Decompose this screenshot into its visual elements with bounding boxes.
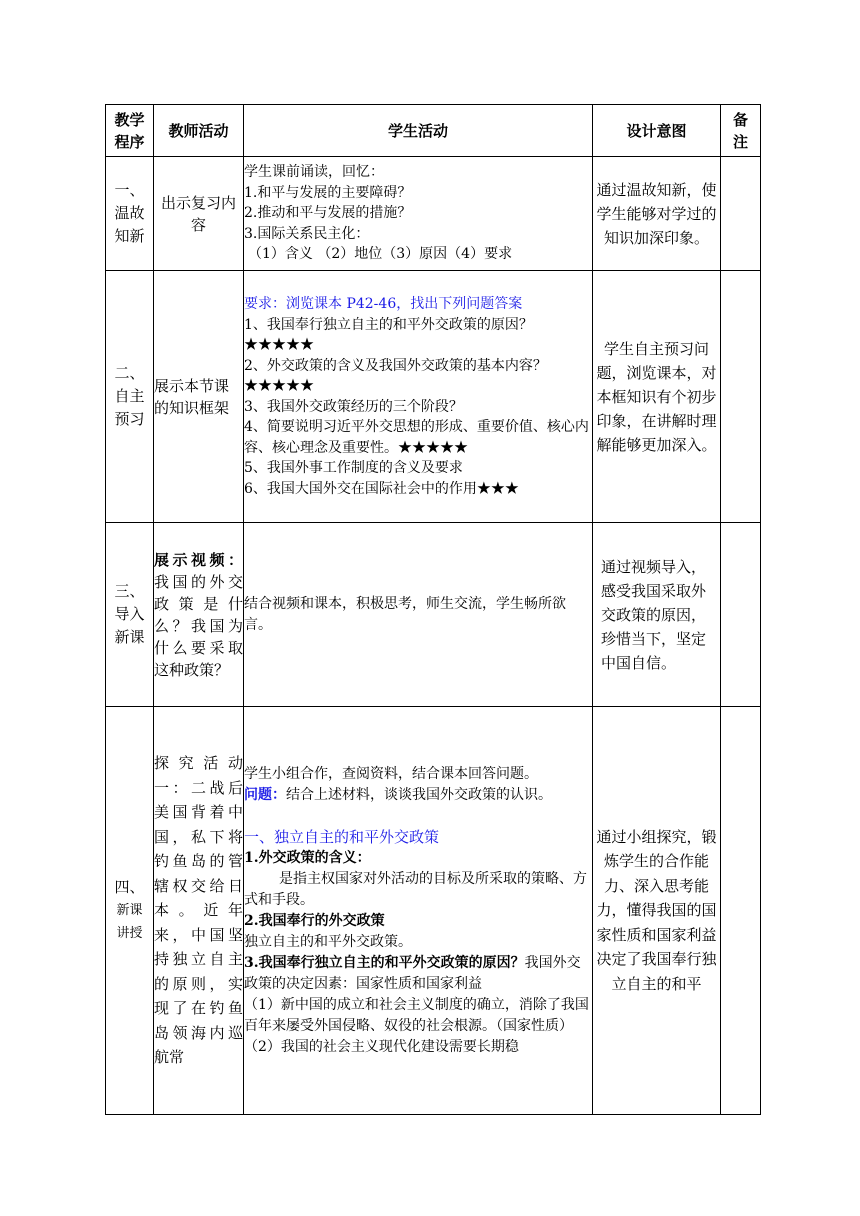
design-intent-cell: 通过小组探究，锻炼学生的合作能力、深入思考能力，懂得我国的国家性质和国家利益决定了我国奉行独立自主的和平: [593, 707, 721, 1115]
design-intent-cell: 通过视频导入，感受我国采取外交政策的原因，珍惜当下，坚定中国自信。: [593, 523, 721, 707]
header-stage: 教学程序: [106, 105, 154, 157]
table-row: [106, 271, 761, 523]
header-row: [106, 105, 761, 157]
notes-cell: [721, 523, 761, 707]
table-row: [106, 157, 761, 271]
notes-cell: [721, 271, 761, 523]
stage-cell: 三、 导入 新课: [106, 523, 154, 707]
stage-cell: 一、 温故 知新: [106, 157, 154, 271]
header-teacher-activity: 教师活动: [154, 105, 244, 157]
design-intent-cell: 学生自主预习问题，浏览课本，对本框知识有个初步印象，在讲解时理解能够更加深入。: [593, 271, 721, 523]
table-row: [106, 523, 761, 707]
section-title: 一、独立自主的和平外交政策: [244, 827, 440, 846]
student-activity-cell: 结合视频和课本，积极思考，师生交流，学生畅所欲言。: [244, 523, 593, 707]
lesson-plan-table: [105, 104, 761, 1115]
stage-cell: 四、 新课 讲授: [106, 707, 154, 1115]
header-student-activity: 学生活动: [244, 105, 593, 157]
header-design-intent: 设计意图: [593, 105, 721, 157]
notes-cell: [721, 707, 761, 1115]
teacher-activity-cell: 展示视频：我国的外交政策是什么？我国为什么要采取这种政策？: [154, 523, 244, 707]
header-notes: 备注: [721, 105, 761, 157]
design-intent-cell: 通过温故知新，使学生能够对学过的知识加深印象。: [593, 157, 721, 271]
table-row: [106, 707, 761, 1115]
notes-cell: [721, 157, 761, 271]
teacher-activity-cell: 出示复习内容: [154, 157, 244, 271]
student-activity-cell: 学生小组合作，查阅资料，结合课本回答问题。 问题：结合上述材料，谈谈我国外交政策的认识。 一、独立自主的和平外交政策 1.外交政策的含义： 是指主权国家对外活动的目标及所采取的策略、方式和手段。 2.我国奉行的外交政策 独立自主的和平外交政策。 3.我国奉行独立自主的和平外交政策的原因？我国外交政策的决定因素：国家性质和国家利益 （1）新中国的成立和社会主义制度的确立，消除了我国百年来屡受外国侵略、奴役的社会根源。（国家性质） （2）我国的社会主义现代化建设需要长期稳: [244, 707, 593, 1115]
student-activity-cell: 学生课前诵读，回忆： 1.和平与发展的主要障碍？ 2.推动和平与发展的措施？ 3.国际关系民主化： （1）含义 （2）地位（3）原因（4）要求: [244, 157, 593, 271]
student-activity-cell: 要求：浏览课本 P42-46，找出下列问题答案 1、我国奉行独立自主的和平外交政策的原因？★★★★★ 2、外交政策的含义及我国外交政策的基本内容？★★★★★ 3、我国外交政策经历的三个阶段？ 4、简要说明习近平外交思想的形成、重要价值、核心内容、核心理念及重要性。★★★★★ 5、我国外事工作制度的含义及要求 6、我国大国外交在国际社会中的作用★★★: [244, 271, 593, 523]
preview-requirement: 要求：浏览课本 P42-46，找出下列问题答案: [244, 296, 523, 312]
teacher-activity-cell: 展示本节课的知识框架: [154, 271, 244, 523]
stage-cell: 二、 自主 预习: [106, 271, 154, 523]
teacher-activity-cell: 探究活动一：二战后美国背着中国，私下将钓鱼岛的管辖权交给日本。近年来，中国坚持独立自主的原则，实现了在钓鱼岛领海内巡航常: [154, 707, 244, 1115]
